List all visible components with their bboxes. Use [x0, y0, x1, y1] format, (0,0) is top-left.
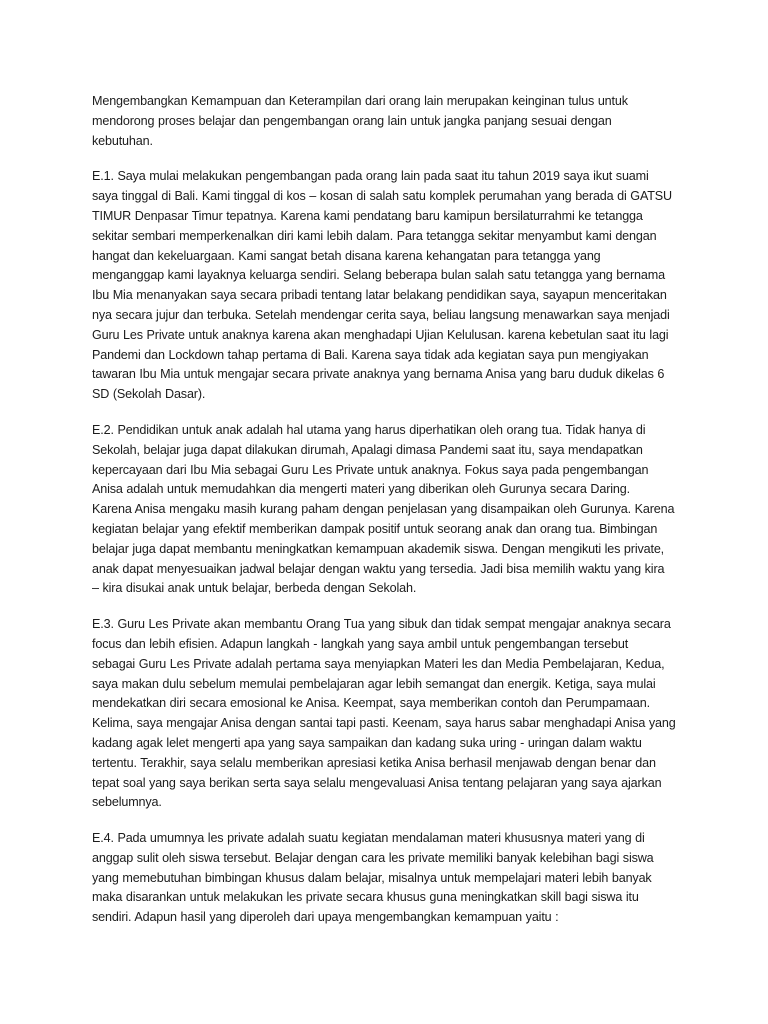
- paragraph-e4: E.4. Pada umumnya les private adalah suatu kegiatan mendalaman materi khususnya materi yang di anggap sulit oleh siswa tersebut. Belajar dengan cara les private memiliki banyak kelebihan bagi siswa yang memebutuhan bimbingan khusus dalam belajar, misalnya untuk mempelajari materi lebih banyak maka disarankan untuk melakukan les private secara khusus guna meningkatkan skill bagi siswa itu sendiri. Adapun hasil yang diperoleh dari upaya mengembangkan kemampuan yaitu :: [92, 831, 654, 925]
- document-page: [92, 92, 688, 944]
- paragraph-e3: E.3. Guru Les Private akan membantu Orang Tua yang sibuk dan tidak sempat mengajar anaknya secara focus dan lebih efisien. Adapun langkah - langkah yang saya ambil untuk pengembangan tersebut sebagai Guru Les Private adalah pertama saya menyiapkan Materi les dan Media Pembelajaran, Kedua, saya makan dulu sebelum memulai pembelajaran agar lebih semangat dan energik. Ketiga, saya mulai mendekatkan diri secara emosional ke Anisa. Keempat, saya memberikan contoh dan Perumpamaan. Kelima, saya mengajar Anisa dengan santai tapi pasti. Keenam, saya harus sabar menghadapi Anisa yang kadang agak lelet mengerti apa yang saya sampaikan dan kadang suka uring - uringan dalam waktu tertentu. Terakhir, saya selalu memberikan apresiasi ketika Anisa berhasil menjawab dengan benar dan tepat soal yang saya berikan serta saya selalu mengevaluasi Anisa tentang pelajaran yang saya ajarkan sebelumnya.: [92, 617, 676, 810]
- paragraph-e2: E.2. Pendidikan untuk anak adalah hal utama yang harus diperhatikan oleh orang tua. Tidak hanya di Sekolah, belajar juga dapat dilakukan dirumah, Apalagi dimasa Pandemi saat itu, saya mendapatkan kepercayaan dari Ibu Mia sebagai Guru Les Private untuk anaknya. Fokus saya pada pengembangan Anisa adalah untuk memudahkan dia mengerti materi yang diberikan oleh Gurunya secara Daring. Karena Anisa mengaku masih kurang paham dengan penjelasan yang disampaikan oleh Gurunya. Karena kegiatan belajar yang efektif memberikan dampak positif untuk seorang anak dan orang tua. Bimbingan belajar juga dapat membantu meningkatkan kemampuan akademik siswa. Dengan mengikuti les private, anak dapat menyesuaikan jadwal belajar dengan waktu yang tersedia. Jadi bisa memilih waktu yang kira – kira disukai anak untuk belajar, berbeda dengan Sekolah.: [92, 422, 675, 596]
- paragraph-e1: E.1. Saya mulai melakukan pengembangan pada orang lain pada saat itu tahun 2019 saya ikut suami saya tinggal di Bali. Kami tinggal di kos – kosan di salah satu komplek perumahan yang berada di GATSU TIMUR Denpasar Timur tepatnya. Karena kami pendatang baru kamipun bersilaturrahmi ke tetangga sekitar sembari memperkenalkan diri kami lebih dalam. Para tetangga sekitar menyambut kami dengan hangat dan kekeluargaan. Kami sangat betah disana karena kehangatan para tetangga yang menganggap kami layaknya keluarga sendiri. Selang beberapa bulan salah satu tetangga yang bernama Ibu Mia menanyakan saya secara pribadi tentang latar belakang pendidikan saya, sayapun menceritakan nya secara jujur dan terbuka. Setelah mendengar cerita saya, beliau langsung menawarkan saya menjadi Guru Les Private untuk anaknya karena akan menghadapi Ujian Kelulusan. karena kebetulan saat itu lagi Pandemi dan Lockdown tahap pertama di Bali. Karena saya tidak ada kegiatan saya pun mengiyakan tawaran Ibu Mia untuk mengajar secara private anaknya yang bernama Anisa yang baru duduk dikelas 6 SD (Sekolah Dasar).: [92, 169, 673, 402]
- intro-paragraph: Mengembangkan Kemampuan dan Keterampilan dari orang lain merupakan keinginan tulus untuk mendorong proses belajar dan pengembangan orang lain untuk jangka panjang sesuai dengan kebutuhan.: [92, 94, 628, 148]
